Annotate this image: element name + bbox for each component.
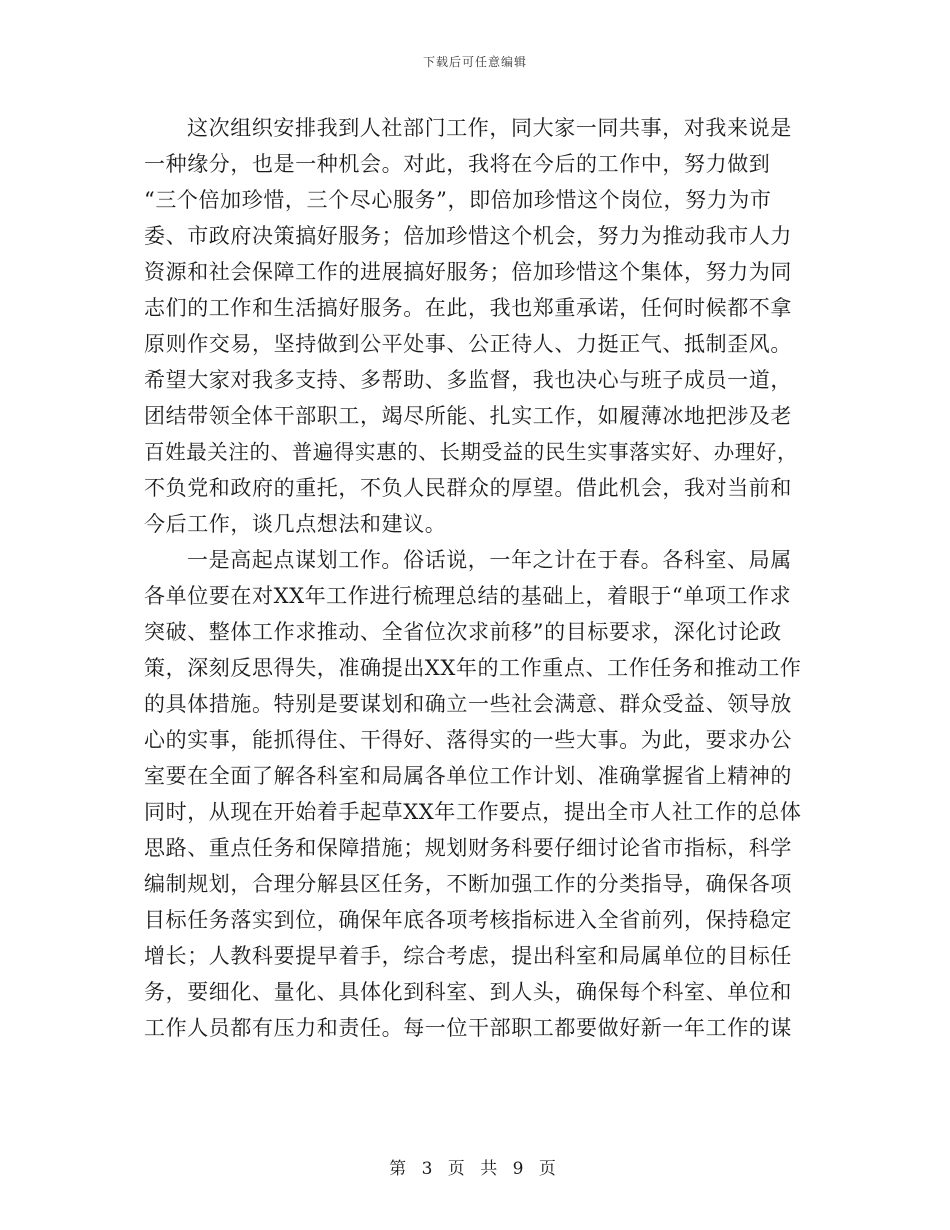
text-line: 志们的工作和生活搞好服务。在此，我也郑重承诺，任何时候都不拿 (144, 296, 792, 320)
text-line: 目标任务落实到位，确保年底各项考核指标进入全省前列，保持稳定 (144, 908, 792, 932)
document-body (144, 110, 804, 1046)
text-line: 务，要细化、量化、具体化到科室、到人头，确保每个科室、单位和 (144, 980, 792, 1004)
text-line: 今后工作，谈几点想法和建议。 (144, 512, 447, 536)
text-line: 一种缘分，也是一种机会。对此，我将在今后的工作中，努力做到 (144, 152, 771, 176)
text-line: 心的实事，能抓得住、干得好、落得实的一些大事。为此，要求办公 (144, 728, 792, 752)
text-line: 原则作交易，坚持做到公平处事、公正待人、力挺正气、抵制歪风。 (144, 332, 792, 356)
page-header: 下载后可任意编辑 (422, 55, 527, 69)
text-line: 委、市政府决策搞好服务；倍加珍惜这个机会，努力为推动我市人力 (144, 224, 792, 248)
text-line: 思路、重点任务和保障措施；规划财务科要仔细讨论省市指标，科学 (144, 836, 792, 860)
paragraph-1 (144, 110, 804, 542)
text-line: 这次组织安排我到人社部门工作，同大家一同共事，对我来说是 (187, 116, 792, 140)
text-line: 团结带领全体干部职工，竭尽所能、扎实工作，如履薄冰地把涉及老 (144, 404, 792, 428)
text-line: 一是高起点谋划工作。俗话说，一年之计在于春。各科室、局属 (187, 548, 792, 572)
text-line: “三个倍加珍惜，三个尽心服务”，即倍加珍惜这个岗位，努力为市 (144, 188, 772, 212)
page-number: 第 3 页 共 9 页 (389, 1159, 561, 1179)
text-line: 资源和社会保障工作的进展搞好服务；倍加珍惜这个集体，努力为同 (144, 260, 792, 284)
paragraph-2 (144, 542, 804, 1046)
text-line: 策，深刻反思得失，准确提出XX年的工作重点、工作任务和推动工作 (144, 656, 802, 680)
text-line: 室要在全面了解各科室和局属各单位工作计划、准确掌握省上精神的 (144, 764, 792, 788)
text-line: 编制规划，合理分解县区任务，不断加强工作的分类指导，确保各项 (144, 872, 792, 896)
text-line: 不负党和政府的重托，不负人民群众的厚望。借此机会，我对当前和 (144, 476, 792, 500)
text-line: 各单位要在对XX年工作进行梳理总结的基础上，着眼于“单项工作求 (144, 584, 792, 608)
text-line: 增长；人教科要提早着手，综合考虑，提出科室和局属单位的目标任 (144, 944, 792, 968)
text-line: 百姓最关注的、普遍得实惠的、长期受益的民生实事落实好、办理好， (144, 440, 799, 464)
text-line: 希望大家对我多支持、多帮助、多监督，我也决心与班子成员一道， (144, 368, 792, 392)
text-line: 工作人员都有压力和责任。每一位干部职工都要做好新一年工作的谋 (144, 1016, 792, 1040)
text-line: 突破、整体工作求推动、全省位次求前移”的目标要求，深化讨论政 (144, 620, 782, 644)
text-line: 同时，从现在开始着手起草XX年工作要点，提出全市人社工作的总体 (144, 800, 802, 824)
text-line: 的具体措施。特别是要谋划和确立一些社会满意、群众受益、领导放 (144, 692, 792, 716)
